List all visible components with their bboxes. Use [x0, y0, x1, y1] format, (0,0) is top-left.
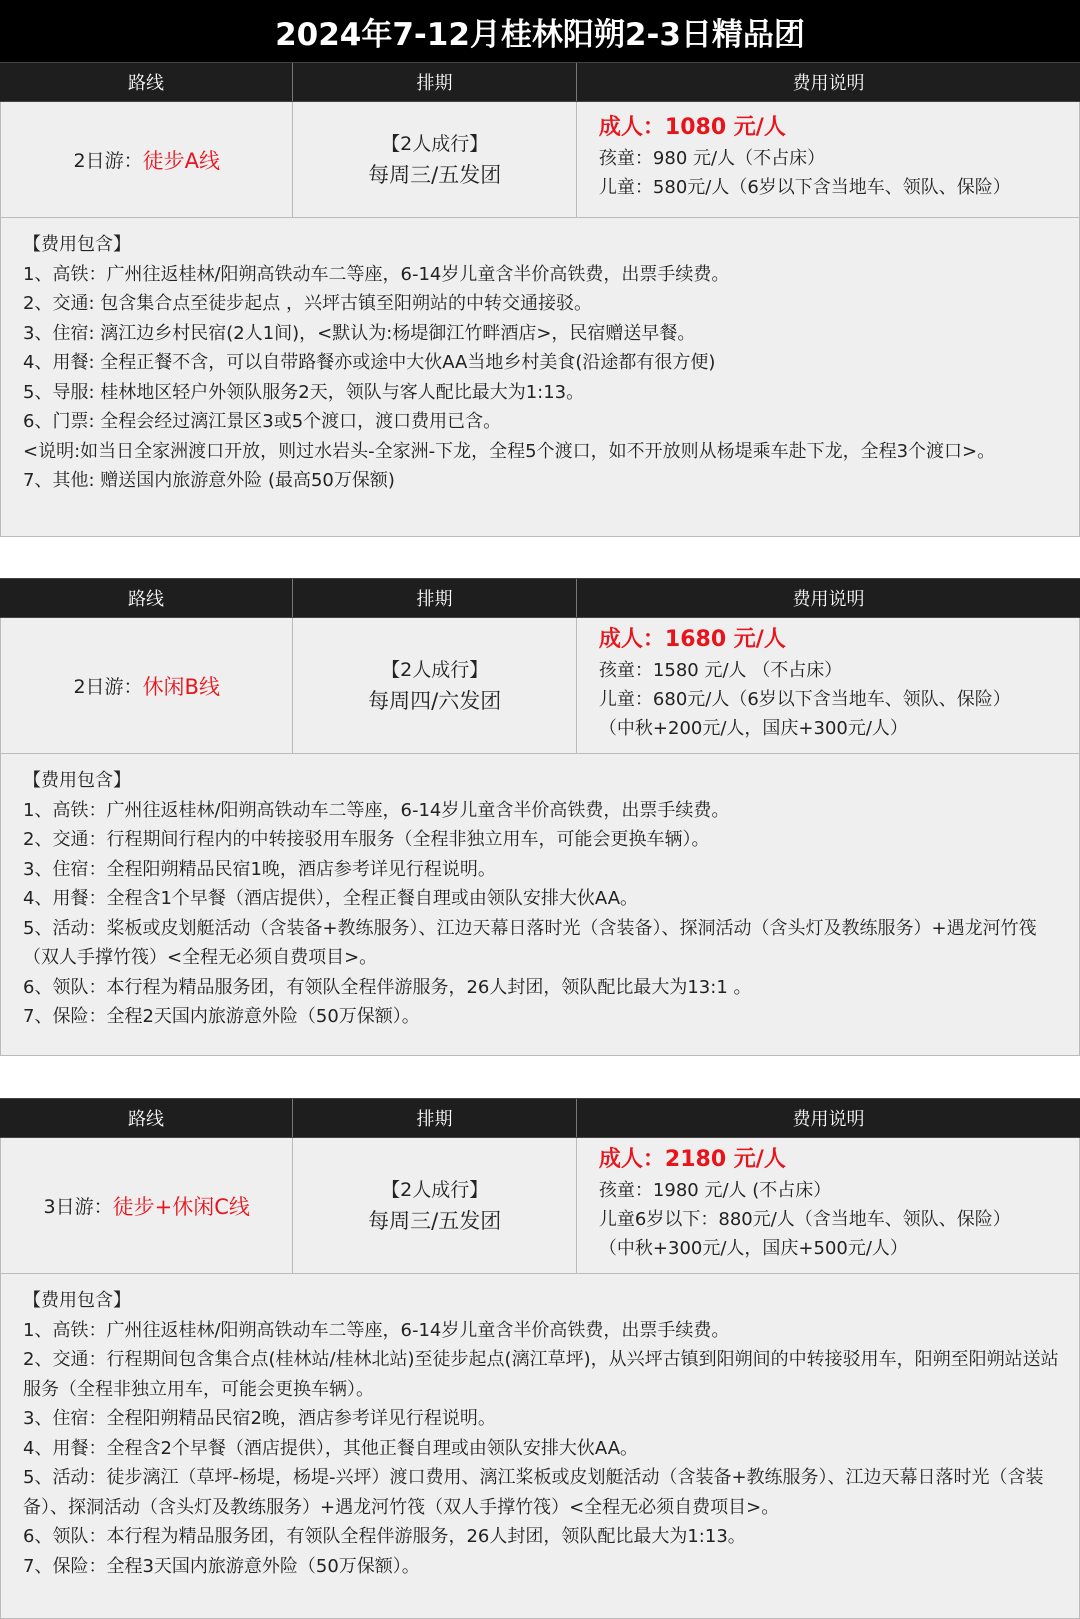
fee-adult: 成人：2180 元/人	[598, 1147, 786, 1172]
detail-line: 2、交通: 包含集合点至徒步起点 ，兴坪古镇至阳朔站的中转交通接驳。	[23, 293, 592, 314]
header-route: 路线	[0, 1099, 293, 1137]
route-prefix: 2日游：	[73, 676, 143, 698]
schedule-days: 每周三/五发团	[368, 162, 502, 187]
detail-line: 7、保险：全程3天国内旅游意外险（50万保额）。	[23, 1555, 420, 1577]
route-prefix: 3日游：	[43, 1196, 113, 1218]
schedule-days: 每周三/五发团	[368, 1208, 502, 1233]
fee-details	[0, 1274, 1080, 1619]
fee-line: （中秋+200元/人，国庆+300元/人）	[598, 718, 908, 739]
table-header	[0, 578, 1080, 618]
detail-line: 2、交通：行程期间包含集合点(桂林站/桂林北站)至徒步起点(漓江草坪)，从兴坪古镇到阳朔间的中转接驳用车，阳朔至阳朔站送站服务（全程非独立用车，可能会更换车辆）。	[23, 1349, 1059, 1400]
fees-cell	[577, 618, 1079, 753]
fee-line: （中秋+300元/人，国庆+500元/人）	[598, 1238, 908, 1259]
detail-line: 7、其他: 赠送国内旅游意外险 (最高50万保额)	[23, 470, 395, 491]
fee-adult: 成人：1680 元/人	[598, 627, 786, 652]
header-schedule: 排期	[293, 579, 577, 617]
route-cell	[1, 102, 293, 217]
detail-line: 2、交通：行程期间行程内的中转接驳用车服务（全程非独立用车，可能会更换车辆）。	[23, 829, 710, 850]
fees-cell	[577, 102, 1079, 217]
detail-line: 6、领队：本行程为精品服务团，有领队全程伴游服务，26人封团，领队配比最大为1:13。	[23, 1526, 746, 1547]
fee-adult: 成人：1080 元/人	[598, 115, 786, 140]
fee-line: 儿童：680元/人（6岁以下含当地车、领队、保险）	[598, 689, 1011, 710]
page-title: 2024年7-12月桂林阳朔2-3日精品团	[0, 0, 1080, 62]
route-prefix: 2日游：	[73, 150, 143, 172]
detail-line: 1、高铁：广州往返桂林/阳朔高铁动车二等座，6-14岁儿童含半价高铁费，出票手续费。	[23, 799, 730, 821]
schedule-cell	[293, 618, 576, 753]
detail-line: 4、用餐：全程含2个早餐（酒店提供），其他正餐自理或由领队安排大伙AA。	[23, 1437, 639, 1459]
route-section-a	[0, 62, 1080, 537]
header-fees: 费用说明	[792, 589, 865, 610]
detail-line: 5、活动：桨板或皮划艇活动（含装备+教练服务）、江边天幕日落时光（含装备）、探洞活动（含头灯及教练服务）+遇龙河竹筏（双人手撑竹筏）<全程无必须自费项目>。	[23, 917, 1037, 968]
detail-line: 3、住宿：全程阳朔精品民宿1晚，酒店参考详见行程说明。	[23, 858, 496, 880]
detail-heading: 【费用包含】	[23, 234, 131, 255]
fee-line: 孩童：1580 元/人 （不占床）	[598, 660, 843, 681]
table-row	[0, 102, 1080, 218]
detail-heading: 【费用包含】	[23, 1290, 131, 1311]
fees-cell	[577, 1138, 1079, 1273]
schedule-days: 每周四/六发团	[368, 688, 502, 713]
route-name: 休闲B线	[142, 674, 220, 699]
detail-line: 1、高铁：广州往返桂林/阳朔高铁动车二等座，6-14岁儿童含半价高铁费，出票手续费。	[23, 1319, 730, 1341]
route-name: 徒步A线	[142, 148, 220, 173]
table-header	[0, 62, 1080, 102]
route-section-c	[0, 1098, 1080, 1619]
detail-line: 5、导服: 桂林地区轻户外领队服务2天，领队与客人配比最大为1:13。	[23, 381, 585, 403]
detail-heading: 【费用包含】	[23, 770, 131, 791]
detail-line: 7、保险：全程2天国内旅游意外险（50万保额）。	[23, 1006, 420, 1027]
route-cell	[1, 1138, 293, 1273]
schedule-min-people: 【2人成行】	[381, 658, 489, 681]
detail-line: 6、领队：本行程为精品服务团，有领队全程伴游服务，26人封团，领队配比最大为13:1 。	[23, 976, 752, 998]
fee-line: 儿童：580元/人（6岁以下含当地车、领队、保险）	[598, 177, 1011, 198]
fee-line: 孩童：1980 元/人 (不占床）	[598, 1180, 832, 1201]
fee-details	[0, 218, 1080, 537]
header-route: 路线	[0, 63, 293, 101]
detail-line: 5、活动：徒步漓江（草坪-杨堤，杨堤-兴坪）渡口费用、漓江桨板或皮划艇活动（含装备+教练服务）、江边天幕日落时光（含装备）、探洞活动（含头灯及教练服务）+遇龙河竹筏（双人手撑竹筏）<全程无必须自费项目>。	[23, 1467, 1044, 1518]
header-route: 路线	[0, 579, 293, 617]
detail-note: <说明:如当日全家洲渡口开放，则过水岩头-全家洲-下龙，全程5个渡口，如不开放则从杨堤乘车赴下龙，全程3个渡口>。	[23, 440, 996, 462]
header-fees: 费用说明	[792, 1109, 865, 1130]
table-row	[0, 618, 1080, 754]
table-row	[0, 1138, 1080, 1274]
schedule-cell	[293, 1138, 576, 1273]
detail-line: 3、住宿：全程阳朔精品民宿2晚，酒店参考详见行程说明。	[23, 1408, 496, 1429]
schedule-min-people: 【2人成行】	[381, 1178, 489, 1201]
detail-line: 3、住宿: 漓江边乡村民宿(2人1间)，<默认为:杨堤御江竹畔酒店>，民宿赠送早餐。	[23, 322, 696, 344]
detail-line: 4、用餐：全程含1个早餐（酒店提供），全程正餐自理或由领队安排大伙AA。	[23, 888, 639, 909]
header-schedule: 排期	[293, 63, 577, 101]
detail-line: 4、用餐: 全程正餐不含，可以自带路餐亦或途中大伙AA当地乡村美食(沿途都有很方便)	[23, 352, 716, 373]
fee-line: 儿童6岁以下：880元/人（含当地车、领队、保险）	[598, 1209, 1011, 1230]
fee-line: 孩童：980 元/人（不占床）	[598, 148, 826, 169]
route-cell	[1, 618, 293, 753]
route-section-b	[0, 578, 1080, 1056]
detail-line: 6、门票: 全程会经过漓江景区3或5个渡口，渡口费用已含。	[23, 411, 502, 432]
schedule-min-people: 【2人成行】	[381, 132, 489, 155]
schedule-cell	[293, 102, 576, 217]
table-header	[0, 1098, 1080, 1138]
detail-line: 1、高铁：广州往返桂林/阳朔高铁动车二等座，6-14岁儿童含半价高铁费，出票手续费。	[23, 263, 730, 285]
fee-details	[0, 754, 1080, 1056]
header-fees: 费用说明	[792, 73, 865, 94]
route-name: 徒步+休闲C线	[112, 1194, 250, 1219]
header-schedule: 排期	[293, 1099, 577, 1137]
